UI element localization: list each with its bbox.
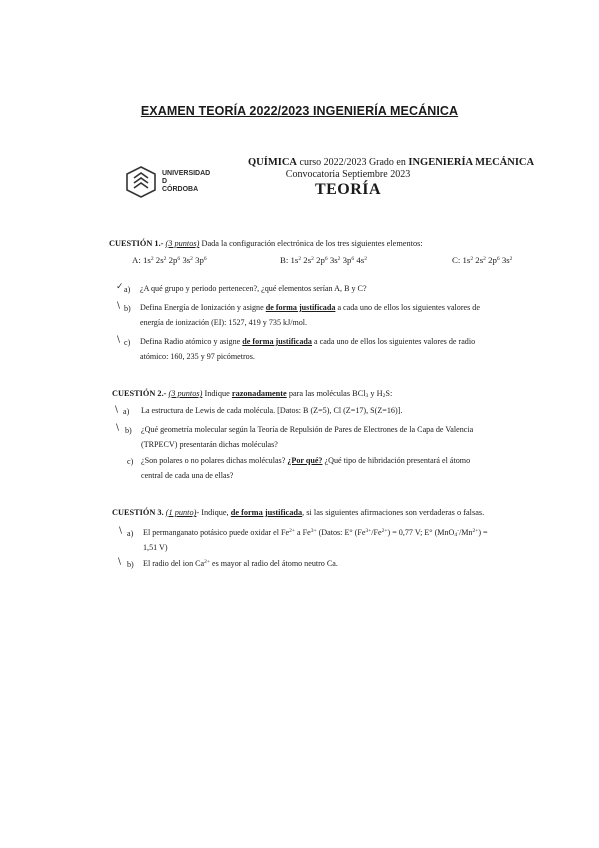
q3-item-a-letter: a) <box>127 529 134 538</box>
q2-item-c-text: ¿Son polares o no polares dichas moléculas? ¿Por qué? ¿Qué tipo de hibridación presentará el átomo <box>141 456 471 465</box>
pen-mark-icon: \ <box>118 557 122 567</box>
pen-mark-icon: \ <box>117 335 121 345</box>
question-2-title: CUESTIÓN 2.- (3 puntos) Indique razonadamente para las moléculas BCl$_3$ y $H_2S$: <box>112 389 393 399</box>
q3-item-b-letter: b) <box>127 560 134 569</box>
checkmark-icon: ✓ <box>116 282 124 292</box>
q2-item-b-text-cont: (TRPECV) presentarán dichas moléculas? <box>141 440 278 449</box>
q2-item-c-letter: c) <box>127 457 134 466</box>
element-a-config: A: $1s^2$ $2s^2$ $2p^6$ $3s^2$ $3p^6$ <box>132 255 207 265</box>
q3-item-a-text-cont: 1,51 V) <box>143 543 168 552</box>
pen-mark-icon: \ <box>115 405 119 415</box>
q2-item-c-text-cont: central de cada una de ellas? <box>141 471 234 480</box>
university-name: UNIVERSIDAD D CÓRDOBA <box>162 170 211 193</box>
q1-item-b-text: Defina Energía de Ionización y asigne de forma justificada a cada uno de ellos los siguientes valores de <box>140 303 480 312</box>
q2-item-a-text: La estructura de Lewis de cada molécula. [Datos: B (Z=5), Cl (Z=17), S(Z=16)]. <box>141 406 403 415</box>
q2-item-b-letter: b) <box>125 426 132 435</box>
question-1-title: CUESTIÓN 1.- (3 puntos) Dada la configuración electrónica de los tres siguientes elementos: <box>109 239 423 248</box>
question-3-title: CUESTIÓN 3. (1 punto)- Indique, de forma justificada, si las siguientes afirmaciones son verdaderas o falsas. <box>112 508 485 517</box>
exam-type: TEORÍA <box>314 181 382 198</box>
element-c-config: C: $1s^2$ $2s^2$ $2p^6$ $3s^2$ <box>452 255 513 265</box>
q1-item-a-letter: a) <box>124 285 131 294</box>
pen-mark-icon: \ <box>119 526 123 536</box>
pen-mark-icon: \ <box>117 301 121 311</box>
element-b-config: B: $1s^2$ $2s^2$ $2p^6$ $3s^2$ $3p^6$ $4s^2$ <box>280 255 367 265</box>
q2-item-a-letter: a) <box>123 407 130 416</box>
exam-session: Convocatoria Septiembre 2023 <box>285 169 411 180</box>
q1-item-a-text: ¿A qué grupo y periodo pertenecen?, ¿qué elementos serían A, B y C? <box>140 284 367 293</box>
university-logo-icon <box>126 166 156 198</box>
exam-header-line-1: QUÍMICA curso 2022/2023 Grado en INGENIERÍA MECÁNICA <box>248 157 535 168</box>
q1-item-c-letter: c) <box>124 338 131 347</box>
q3-item-a-text: El permanganato potásico puede oxidar el $Fe^{2+}$ a $Fe^{3+}$ (Datos: E° $(Fe^{3+}/Fe^{2+}) = 0,77$ V; E° $(MnO_4^-/Mn^{2+})$ = <box>143 528 488 538</box>
q1-item-c-text: Defina Radio atómico y asigne de forma justificada a cada uno de ellos los siguientes valores de radio <box>140 337 476 346</box>
q2-item-b-text: ¿Qué geometría molecular según la Teoría de Repulsión de Pares de Electrones de la Capa de Valencia <box>141 425 474 434</box>
pen-mark-icon: \ <box>116 423 120 433</box>
q1-item-c-text-cont: atómico: 160, 235 y 97 picómetros. <box>140 352 255 361</box>
q3-item-b-text: El radio del ion $Ca^{2+}$ es mayor al radio del átomo neutro Ca. <box>143 559 338 568</box>
q1-item-b-text-cont: energía de ionización (EI): 1527, 419 y 735 kJ/mol. <box>140 318 308 327</box>
q1-item-b-letter: b) <box>124 304 131 313</box>
page-title: EXAMEN TEORÍA 2022/2023 INGENIERÍA MECÁNICA <box>140 104 459 118</box>
